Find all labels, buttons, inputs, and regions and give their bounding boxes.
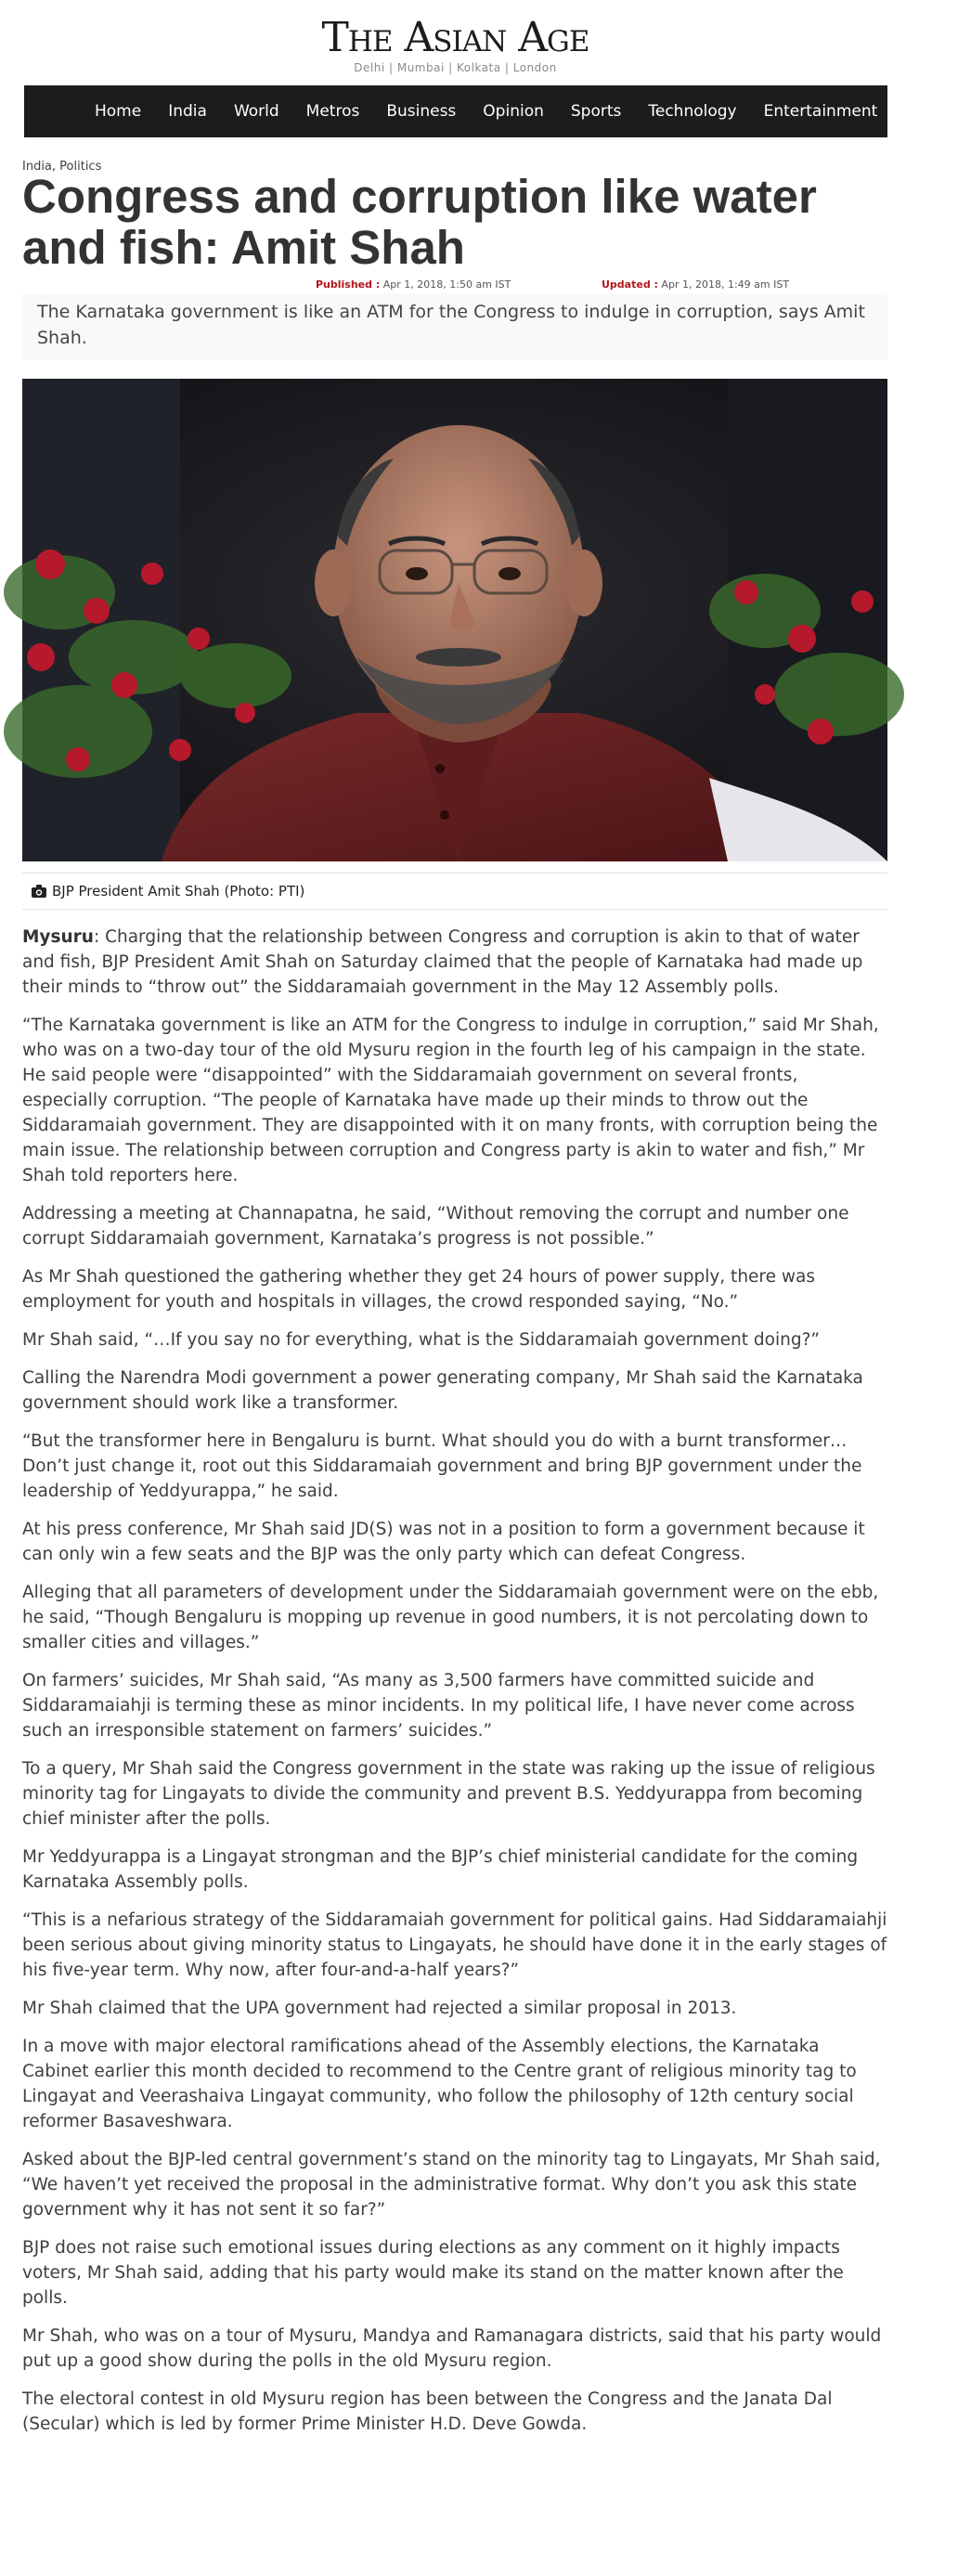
portrait-illustration bbox=[22, 379, 887, 861]
breadcrumb-politics[interactable]: Politics bbox=[59, 160, 102, 174]
edition-cities: Delhi | Mumbai | Kolkata | London bbox=[354, 61, 557, 74]
article-paragraph: At his press conference, Mr Shah said JD(S) was not in a position to form a government because it can only win a few seats and the BJP was the only party which can defeat Congress. bbox=[22, 1520, 865, 1564]
article-paragraph: To a query, Mr Shah said the Congress government in the state was raking up the issue of religious minority tag for Lingayats to divide the community and prevent B.S. Yeddyurappa from becoming chief minister after the polls. bbox=[22, 1759, 875, 1829]
article-paragraph: Addressing a meeting at Channapatna, he said, “Without removing the corrupt and number one corrupt Siddaramaiah government, Karnataka’s progress is not possible.” bbox=[22, 1204, 849, 1249]
nav-opinion[interactable]: Opinion bbox=[483, 102, 544, 121]
article-paragraph: Mr Shah, who was on a tour of Mysuru, Mandya and Ramanagara districts, said that his party would put up a good show during the polls in the old Mysuru region. bbox=[22, 2326, 882, 2371]
site-header bbox=[0, 0, 911, 82]
article-paragraph: Alleging that all parameters of development under the Siddaramaiah government were on the ebb, he said, “Though Bengaluru is mopping up revenue in good numbers, it is not percolating down to smaller cities and villages.” bbox=[22, 1583, 879, 1652]
article-paragraph: The electoral contest in old Mysuru region has been between the Congress and the Janata Dal (Secular) which is led by former Prime Minister H.D. Deve Gowda. bbox=[22, 2389, 833, 2434]
main-nav bbox=[24, 85, 958, 137]
article-paragraph: Mr Shah claimed that the UPA government had rejected a similar proposal in 2013. bbox=[22, 1999, 737, 2018]
article-paragraph: Asked about the BJP-led central government’s stand on the minority tag to Lingayats, Mr Shah said, “We haven’t yet received the proposal in the administrative format. Why don’t you ask this state government why it has not sent it so far?” bbox=[22, 2150, 881, 2220]
article-paragraph: As Mr Shah questioned the gathering whether they get 24 hours of power supply, there was employment for youth and hospitals in villages, the crowd responded saying, “No.” bbox=[22, 1267, 815, 1312]
lead-text: : Charging that the relationship between Congress and corruption is akin to that of water and fish, BJP President Amit Shah on Saturday claimed that the people of Karnataka had made up their minds to “throw out” the Siddaramaiah government in the May 12 Assembly polls. bbox=[22, 927, 863, 997]
nav-business[interactable]: Business bbox=[386, 102, 457, 121]
lead-paragraph bbox=[22, 925, 887, 1000]
breadcrumb-india[interactable]: India bbox=[22, 160, 52, 174]
article-paragraph: “The Karnataka government is like an ATM for the Congress to indulge in corruption,” said Mr Shah, who was on a two-day tour of the old Mysuru region in the fourth leg of his campaign in the state. He said people were “disappointed” with the Siddaramaiah government on several fronts, especially corruption. “The people of Karnataka have made up their minds to throw out the Siddaramaiah government. They are disappointed with it on many fronts, with corruption being the main issue. The relationship between corruption and Congress party is akin to water and fish,” Mr Shah told reporters here. bbox=[22, 1016, 879, 1185]
updated-label: Updated : bbox=[602, 278, 658, 291]
article-paragraph: Mr Yeddyurappa is a Lingayat strongman and the BJP’s chief ministerial candidate for the coming Karnataka Assembly polls. bbox=[22, 1847, 859, 1892]
nav-metros[interactable]: Metros bbox=[305, 102, 360, 121]
nav-entertainment[interactable]: Entertainment bbox=[763, 102, 878, 121]
article-body bbox=[22, 925, 887, 2450]
article-paragraph: On farmers’ suicides, Mr Shah said, “As many as 3,500 farmers have committed suicide and Siddaramaiahji is terming these as minor incidents. In my political life, I have never come across such an irresponsible statement on farmers’ suicides.” bbox=[22, 1671, 855, 1741]
photo-caption bbox=[22, 873, 887, 910]
article-title: Congress and corruption like water and fish: Amit Shah bbox=[22, 170, 817, 274]
article-paragraph: “But the transformer here in Bengaluru is burnt. What should you do with a burnt transformer… Don’t just change it, root out this Siddaramaiah government and bring BJP government under the leadership of Yeddyurappa,” he said. bbox=[22, 1431, 862, 1501]
breadcrumb-separator: , bbox=[51, 160, 60, 174]
article-paragraph: Calling the Narendra Modi government a power generating company, Mr Shah said the Karnataka government should work like a transformer. bbox=[22, 1368, 863, 1413]
camera-icon bbox=[32, 885, 46, 898]
nav-home[interactable]: Home bbox=[95, 102, 142, 121]
updated-date: Apr 1, 2018, 1:49 am IST bbox=[657, 278, 790, 291]
article-paragraph: Mr Shah said, “…If you say no for everything, what is the Siddaramaiah government doing?” bbox=[22, 1330, 820, 1350]
published-date: Apr 1, 2018, 1:50 am IST bbox=[380, 278, 511, 291]
updated-info bbox=[602, 278, 789, 291]
article-paragraph: In a move with major electoral ramifications ahead of the Assembly elections, the Karnataka Cabinet earlier this month decided to recommend to the Centre grant of religious minority tag to Lingayat and Veerashaiva Lingayat community, who follow the philosophy of 12th century social reformer Basaveshwara. bbox=[22, 2037, 857, 2131]
nav-technology[interactable]: Technology bbox=[648, 102, 737, 121]
article-standfirst: The Karnataka government is like an ATM for the Congress to indulge in corruption, says Amit Shah. bbox=[22, 293, 887, 360]
caption-text: BJP President Amit Shah (Photo: PTI) bbox=[52, 883, 305, 900]
site-logo[interactable]: The Asian Age bbox=[321, 14, 589, 61]
nav-india[interactable]: India bbox=[168, 102, 207, 121]
nav-world[interactable]: World bbox=[233, 102, 279, 121]
article-paragraph: BJP does not raise such emotional issues during elections as any comment on it highly impacts voters, Mr Shah said, adding that his party would make its stand on the matter known after the polls. bbox=[22, 2238, 844, 2308]
hero-photo bbox=[22, 379, 887, 861]
dateline: Mysuru bbox=[22, 927, 94, 947]
nav-photos[interactable]: Photos bbox=[904, 102, 958, 121]
published-label: Published : bbox=[316, 278, 381, 291]
published-info bbox=[316, 278, 511, 291]
article-paragraph: “This is a nefarious strategy of the Siddaramaiah government for political gains. Had Siddaramaiahji been serious about giving minority status to Lingayats, he should have done it in the early stages of his five-year term. Why now, after four-and-a-half years?” bbox=[22, 1910, 887, 1980]
nav-sports[interactable]: Sports bbox=[570, 102, 622, 121]
